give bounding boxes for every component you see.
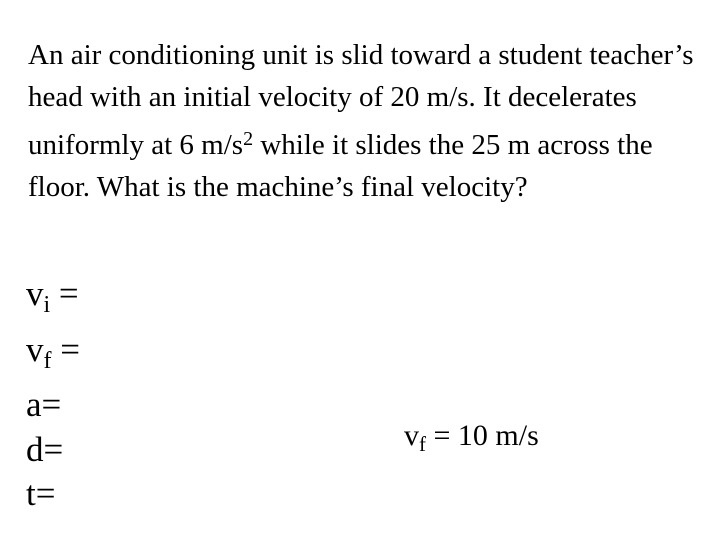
answer [404,416,539,464]
answer-subscript: f [419,432,426,456]
problem-statement [28,34,708,208]
variable-symbol: v [26,274,44,313]
variable-subscript: i [43,292,51,318]
variable-symbol: a= [26,385,62,424]
variable-list [26,272,80,517]
variable-subscript: f [43,347,52,374]
variable-initial-velocity [26,272,80,328]
answer-symbol: v [404,419,419,452]
variable-final-velocity [26,328,80,384]
problem-text-part2: while it slides the 25 m across the floor. What is the machine’s final velocity? [28,129,653,203]
variable-time [26,472,80,517]
variable-suffix: = [51,329,80,369]
variable-symbol: v [26,329,44,369]
variable-distance [26,428,80,473]
variable-suffix: = [50,274,79,313]
variable-acceleration [26,383,80,428]
answer-value: = 10 m/s [426,419,539,452]
problem-text-part1: An air conditioning unit is slid toward a student teacher’s head with an initial velocity of 20 m/s. It decelerates uniformly at 6 m/s [28,39,694,161]
problem-exponent: 2 [243,128,254,150]
variable-symbol: t= [26,474,56,513]
variable-symbol: d= [26,429,64,469]
